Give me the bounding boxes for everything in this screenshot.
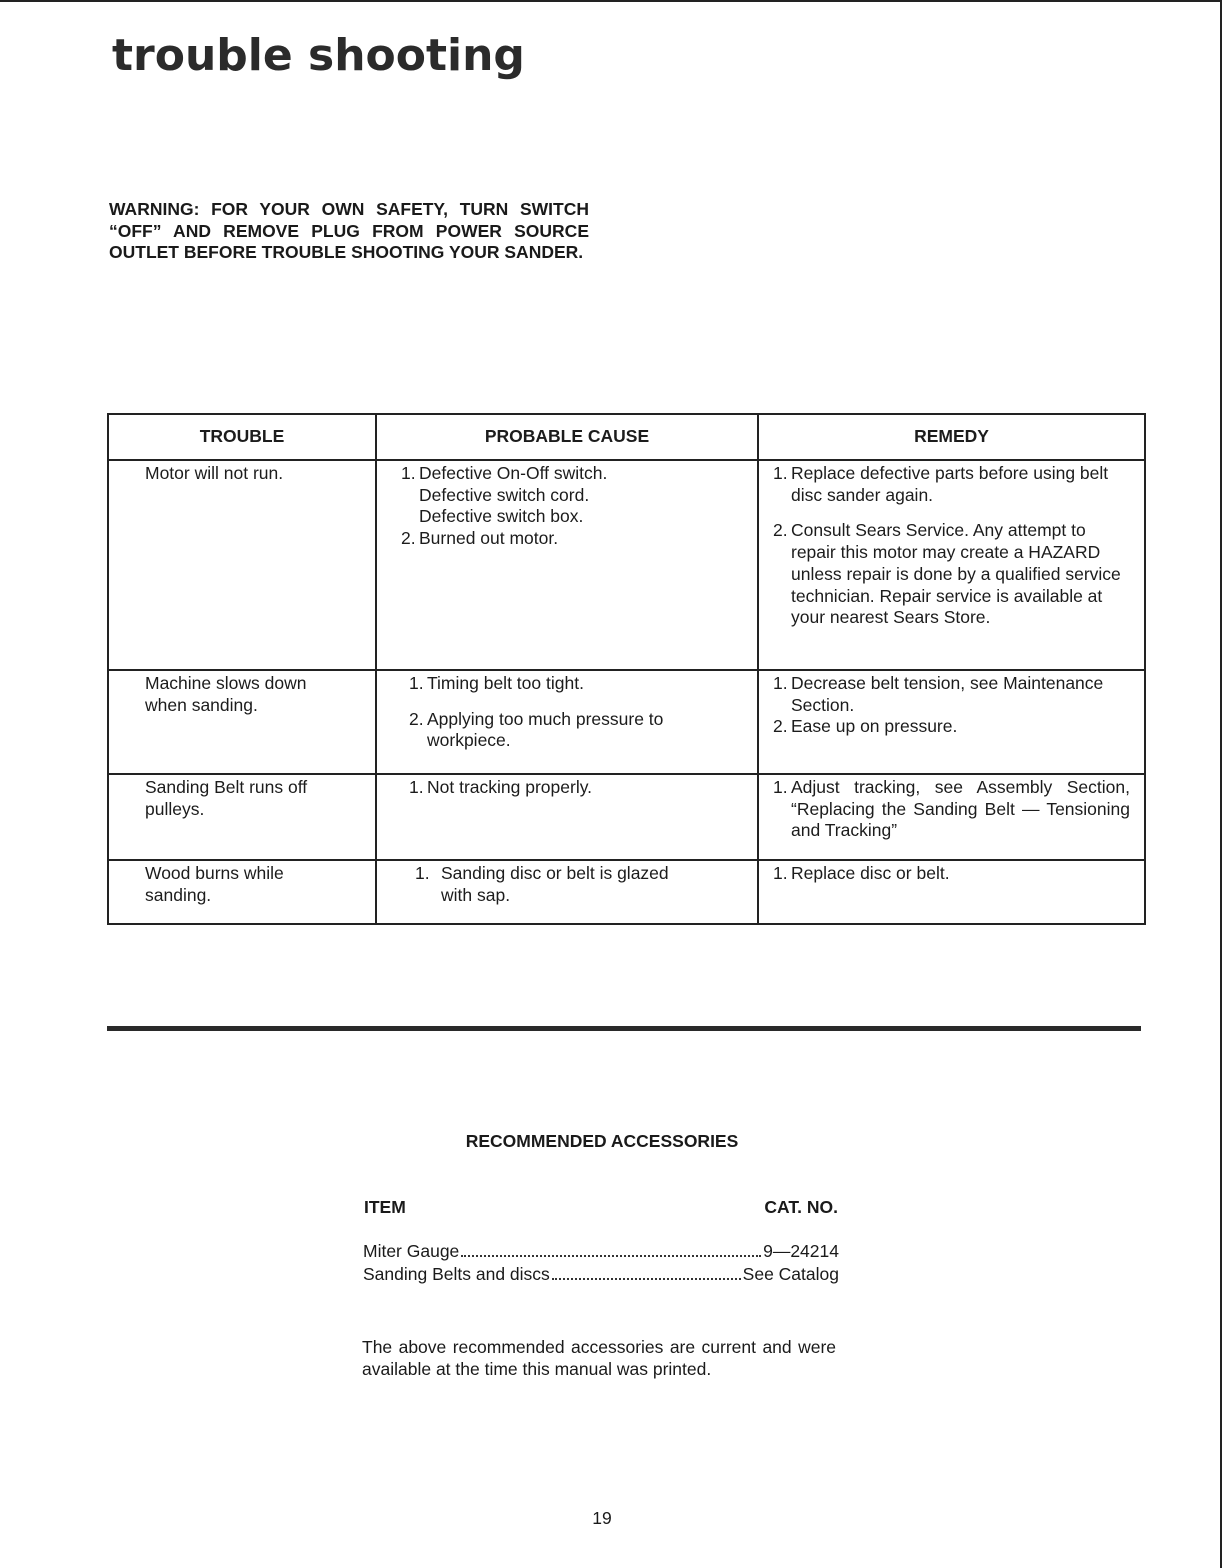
table-row [108, 860, 1145, 924]
remedy-cell [758, 460, 1145, 670]
accessories-list [363, 1240, 839, 1286]
cause-cell [376, 460, 758, 670]
list-item [363, 1263, 839, 1286]
table-row [108, 670, 1145, 774]
trouble-cell: Wood burns while sanding. [108, 860, 376, 924]
cause-item-line: Defective switch cord. [419, 484, 590, 505]
remedy-item: 1. Decrease belt tension, see Maintenance Section. [773, 673, 1104, 715]
table-row [108, 460, 1145, 670]
page-border-top [0, 0, 1222, 2]
cause-item: 2. Burned out motor. [401, 528, 559, 549]
cause-item: 2. Applying too much pressure to workpiece. [409, 708, 664, 751]
header-trouble: TROUBLE [108, 414, 376, 460]
remedy-item: 1. Adjust tracking, see Assembly Section, “Replacing the Sanding Belt — Tensioning and Tracking” [773, 777, 1130, 841]
table-row [108, 774, 1145, 860]
accessory-cat-no: 9—24214 [763, 1241, 839, 1261]
cause-cell [376, 774, 758, 860]
remedy-item: 2. Consult Sears Service. Any attempt to repair this motor may create a HAZARD unless repair is done by a qualified service technician. Repair service is available at your nearest Sears Store. [773, 520, 1121, 628]
accessory-cat-no: See Catalog [742, 1264, 839, 1284]
list-item [363, 1240, 839, 1263]
trouble-cell: Sanding Belt runs off pulleys. [108, 774, 376, 860]
trouble-cell: Motor will not run. [108, 460, 376, 670]
column-cat-no: CAT. NO. [764, 1197, 838, 1217]
accessory-name: Sanding Belts and discs [363, 1264, 550, 1284]
header-remedy: REMEDY [758, 414, 1145, 460]
section-divider [107, 1026, 1141, 1031]
cause-cell [376, 670, 758, 774]
trouble-cell: Machine slows down when sanding. [108, 670, 376, 774]
table-header-row [108, 414, 1145, 460]
header-probable-cause: PROBABLE CAUSE [376, 414, 758, 460]
page-number: 19 [592, 1508, 612, 1528]
remedy-cell [758, 860, 1145, 924]
dot-leader [552, 1278, 741, 1280]
accessories-heading: RECOMMENDED ACCESSORIES [465, 1131, 739, 1151]
remedy-cell [758, 774, 1145, 860]
remedy-item: 1. Replace disc or belt. [773, 863, 950, 883]
cause-item: 1. Not tracking properly. [409, 777, 593, 797]
page-title: trouble shooting [112, 30, 525, 81]
accessory-name: Miter Gauge [363, 1241, 460, 1261]
dot-leader [461, 1255, 761, 1257]
cause-item: 1. Defective On-Off switch. [401, 463, 608, 483]
cause-item: 1. Sanding disc or belt is glazed with sap. [415, 863, 669, 905]
remedy-cell [758, 670, 1145, 774]
accessories-note: The above recommended accessories are current and were available at the time this manual was printed. [362, 1337, 836, 1379]
accessories-column-headers [364, 1197, 838, 1218]
cause-cell [376, 860, 758, 924]
remedy-item: 2. Ease up on pressure. [773, 716, 958, 737]
cause-item: 1. Timing belt too tight. [409, 673, 584, 693]
troubleshooting-table [107, 413, 1146, 925]
column-item: ITEM [364, 1197, 406, 1217]
remedy-item: 1. Replace defective parts before using belt disc sander again. [773, 463, 1109, 505]
cause-item-line: Defective switch box. [419, 506, 584, 527]
safety-warning: WARNING: FOR YOUR OWN SAFETY, TURN SWITCH “OFF” AND REMOVE PLUG FROM POWER SOURCE OUTLET BEFORE TROUBLE SHOOTING YOUR SANDER. [109, 199, 589, 262]
